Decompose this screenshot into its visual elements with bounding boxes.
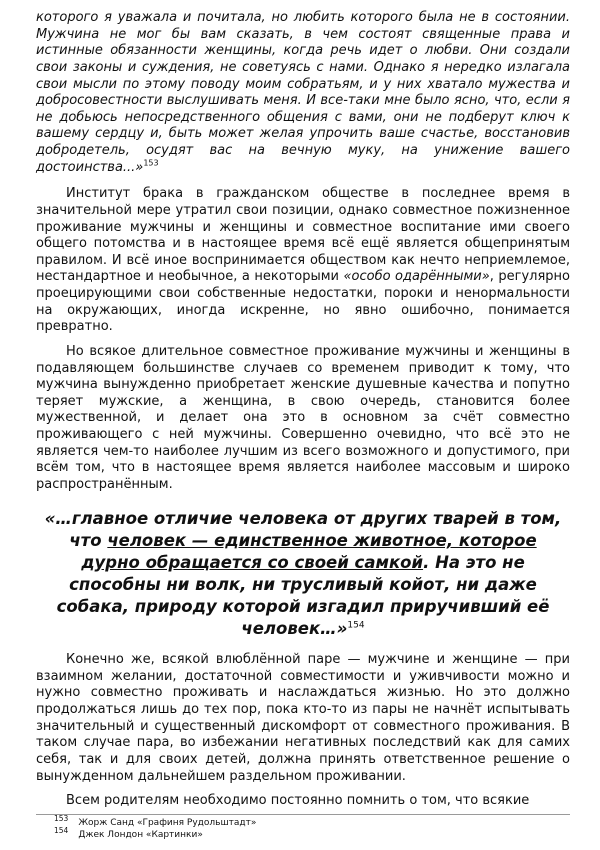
paragraph-1-part-1: Институт брака в гражданском обществе в последнее время в значительной мере утратил свои позиции, однако совместное пожизненное проживание мужчины и женщины и совместное воспитание ими своего общего потомства и в настоящее время всё ещё является общепринятым правилом. И всё иное воспринимается обществом как нечто неприемлемое, нестандартное и необычное, а некоторыми: [36, 186, 570, 285]
paragraph-1-part-2: , регулярно проецирующими свои собственные недостатки, пороки и ненормальности на окружающих, иногда искренне, но явно ошибочно, понимается превратно.: [36, 269, 570, 335]
footnote-ref-154: 154: [347, 620, 365, 631]
footnote-154-text: Джек Лондон «Картинки»: [78, 829, 203, 840]
paragraph-1-italic-phrase: «особо одарёнными»: [343, 269, 490, 285]
center-quote-underlined: человек — единственное животное, которое дурно обращается со своей самкой: [81, 530, 537, 572]
footnotes-section: [36, 814, 570, 841]
center-quote-lead: «…главное отличие человека от других тварей в том, что: [44, 508, 562, 550]
footnote-153-number: 153: [54, 813, 69, 823]
footnote-154-number: 154: [54, 825, 69, 835]
top-quote-text: которого я уважала и почитала, но любить которого была не в состоянии. Мужчина не мог бы вам сказать, в чем состоят священные права и истинные обязанности женщины, когда речь идет о любви. Они создали свои законы и суждения, не советуясь с нами. Однако я нередко излагала свои мысли по этому поводу моим собратьям, и у них хватало мужества и добросовестности выслушивать меня. И все-таки мне было ясно, что, если я не добьюсь непосредственного общения с вами, они не подберут ключ к вашему сердцу и, быть может желая упрочить ваше счастье, восстановив добродетель, осудят вас на вечную муку, на унижение вашего достоинства...»: [36, 10, 570, 175]
paragraph-parents-opening: Всем родителям необходимо постоянно помнить о том, что всякие: [66, 793, 530, 809]
center-quote-paragraph: [40, 508, 566, 641]
paragraph-cohabitation: Но всякое длительное совместное проживание мужчины и женщины в подавляющем большинстве случаев со временем приводит к тому, что мужчина вынужденно приобретает женские душевные качества и попутно теряет мужские, а женщина, в свою очередь, становится более мужественной, и делает она это в основном за счёт совместно проживающего с ней мужчины. Совершенно очевидно, что всё это не является чем-то наиболее лучшим из всего возможного и допустимого, при всём том, что в настоящее время является наиболее массовым и широко распространённым.: [36, 343, 570, 492]
top-quote-paragraph: [36, 10, 570, 176]
footnote-ref-153: 153: [143, 158, 159, 168]
footnote-154: [54, 825, 570, 841]
paragraph-marriage-institute: [36, 186, 570, 336]
footnote-153-text: Жорж Санд «Графиня Рудольштадт»: [78, 817, 257, 828]
paragraph-couple-advice: Конечно же, всякой влюблённой паре — мужчине и женщине — при взаимном желании, достаточной совместимости и уживчивости можно и нужно совместно проживать и наслаждаться жизнью. Но это должно продолжаться лишь до тех пор, пока кто-то из пары не начнёт испытывать значительный и существенный дискомфорт от совместного проживания. В таком случае пара, во избежании негативных последствий как для самих себя, так и для своих детей, должна принять ответственное решение о вынужденном дальнейшем раздельном проживании.: [36, 652, 570, 784]
footnote-153: [54, 813, 570, 829]
center-quote-tail: . На это не способны ни волк, ни трусливый койот, ни даже собака, природу которой изгадил приручивший её человек…»: [56, 552, 550, 639]
